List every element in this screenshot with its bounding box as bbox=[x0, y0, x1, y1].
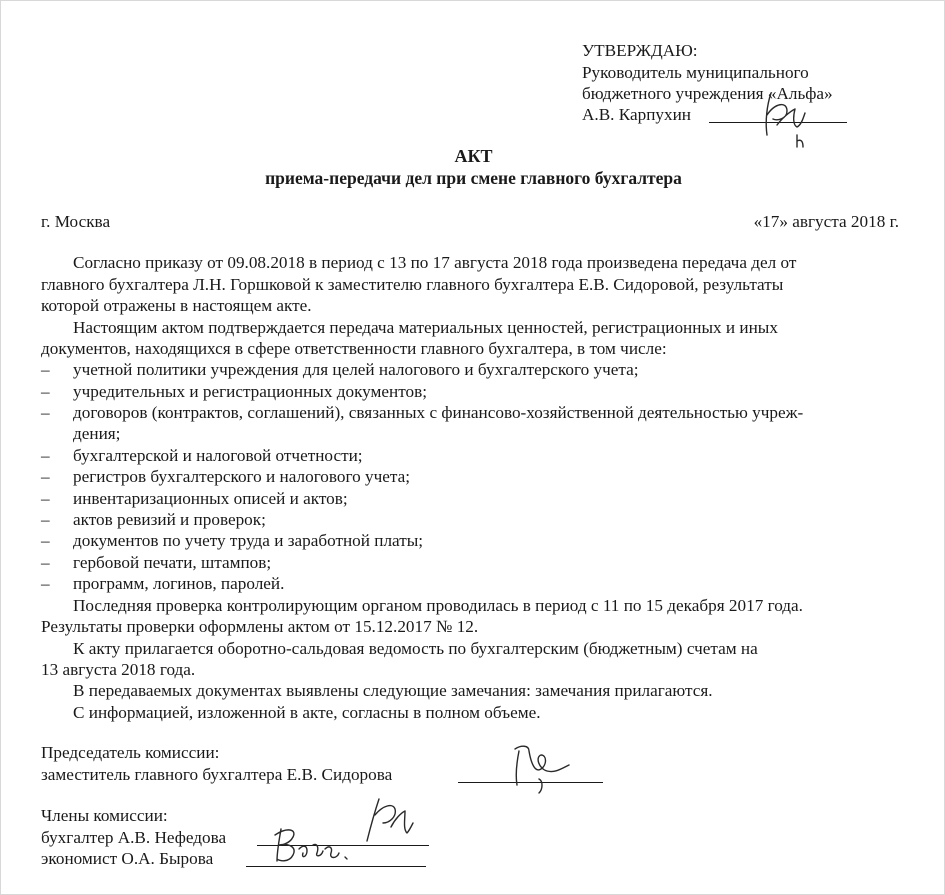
list-item-continuation: дения; bbox=[73, 424, 121, 443]
member-2-name: экономист О.А. Бырова bbox=[41, 849, 214, 868]
list-dash: – bbox=[41, 360, 50, 379]
member-1-signature bbox=[357, 793, 417, 857]
list-item: инвентаризационных описей и актов; bbox=[73, 489, 348, 508]
member-1-name: бухгалтер А.В. Нефедова bbox=[41, 828, 227, 847]
approval-signature bbox=[753, 85, 813, 155]
chair-label: Председатель комиссии: bbox=[41, 743, 220, 762]
approval-signer: А.В. Карпухин bbox=[582, 105, 692, 124]
date: «17» августа 2018 г. bbox=[753, 212, 899, 231]
p5: В передаваемых документах выявлены следующие замечания: замечания прилагаются. bbox=[73, 681, 713, 700]
act-title: АКТ bbox=[454, 146, 493, 166]
list-dash: – bbox=[41, 382, 50, 401]
list-item: регистров бухгалтерского и налогового учета; bbox=[73, 467, 411, 486]
p6: С информацией, изложенной в акте, согласны в полном объеме. bbox=[73, 703, 541, 722]
member-2-signature bbox=[263, 819, 363, 869]
act-subtitle: приема-передачи дел при смене главного бухгалтера bbox=[265, 168, 682, 188]
list-dash: – bbox=[41, 553, 50, 572]
chair-signature bbox=[499, 739, 579, 795]
list-item: учетной политики учреждения для целей налогового и бухгалтерского учета; bbox=[73, 360, 639, 379]
approval-line-1: Руководитель муниципального bbox=[582, 63, 809, 82]
p3-line-2: Результаты проверки оформлены актом от 15.12.2017 № 12. bbox=[41, 617, 479, 636]
p4-line-1: К акту прилагается оборотно-сальдовая ведомость по бухгалтерским (бюджетным) счетам на bbox=[73, 639, 758, 658]
list-dash: – bbox=[41, 446, 50, 465]
list-item: учредительных и регистрационных документов; bbox=[73, 382, 428, 401]
list-item: гербовой печати, штампов; bbox=[73, 553, 272, 572]
p3-line-1: Последняя проверка контролирующим органом проводилась в период с 11 по 15 декабря 2017 года. bbox=[73, 596, 803, 615]
list-dash: – bbox=[41, 403, 50, 422]
list-dash: – bbox=[41, 531, 50, 550]
p2-line-2: документов, находящихся в сфере ответственности главного бухгалтера, в том числе: bbox=[41, 339, 667, 358]
list-item: документов по учету труда и заработной платы; bbox=[73, 531, 424, 550]
list-dash: – bbox=[41, 510, 50, 529]
p1-line-1: Согласно приказу от 09.08.2018 в период с 13 по 17 августа 2018 года произведена передача дел от bbox=[73, 253, 797, 272]
approval-line-2: бюджетного учреждения «Альфа» bbox=[582, 84, 833, 103]
approval-title: УТВЕРЖДАЮ: bbox=[582, 41, 698, 60]
list-dash: – bbox=[41, 489, 50, 508]
p1-line-3: которой отражены в настоящем акте. bbox=[41, 296, 312, 315]
list-item: программ, логинов, паролей. bbox=[73, 574, 285, 593]
chair-name: заместитель главного бухгалтера Е.В. Сидорова bbox=[41, 765, 393, 784]
list-item: бухгалтерской и налоговой отчетности; bbox=[73, 446, 363, 465]
list-item: договоров (контрактов, соглашений), связанных с финансово-хозяйственной деятельностью учреж- bbox=[73, 403, 804, 422]
list-dash: – bbox=[41, 467, 50, 486]
place: г. Москва bbox=[41, 212, 111, 231]
p2-line-1: Настоящим актом подтверждается передача материальных ценностей, регистрационных и иных bbox=[73, 318, 778, 337]
list-item: актов ревизий и проверок; bbox=[73, 510, 266, 529]
p1-line-2: главного бухгалтера Л.Н. Горшковой к заместителю главного бухгалтера Е.В. Сидоровой, результаты bbox=[41, 275, 784, 294]
list-dash: – bbox=[41, 574, 50, 593]
p4-line-2: 13 августа 2018 года. bbox=[41, 660, 196, 679]
members-label: Члены комиссии: bbox=[41, 806, 168, 825]
